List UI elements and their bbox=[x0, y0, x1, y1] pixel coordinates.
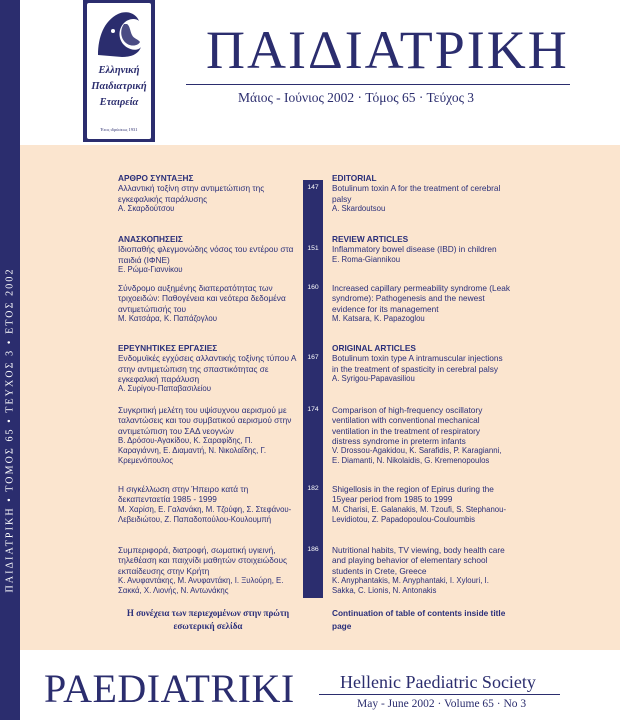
continuation-note-english: Continuation of table of contents inside title page bbox=[332, 608, 506, 631]
toc-entry-greek bbox=[118, 405, 296, 467]
society-name: Hellenic Paediatric Society bbox=[340, 672, 536, 692]
article-authors-greek: Α. Σκαρδούτσου bbox=[118, 203, 175, 213]
page-number: 160 bbox=[307, 284, 319, 291]
article-authors-english: K. Anyphantakis, M. Anyphantaki, I. Xylouri, I. Sakka, C. Lionis, N. Antonakis bbox=[332, 575, 489, 596]
article-authors-greek: Μ. Χαρίση, Ε. Γαλανάκη, Μ. Τζούφη, Σ. Στεφάνου-Λεβειδιώτου, Ζ. Παπαδοπούλου-Κουλουμπή bbox=[118, 504, 292, 524]
logo-panel bbox=[87, 3, 151, 139]
page-number-bar bbox=[303, 180, 323, 598]
article-title-greek: Αλλαντική τοξίνη στην αντιμετώπιση της εγκεφαλικής παράλυσης bbox=[118, 183, 265, 204]
section-heading-english: ORIGINAL ARTICLES bbox=[332, 343, 416, 353]
article-authors-english: A. Syrigou-Papavasiliou bbox=[332, 373, 415, 383]
journal-title-english: PAEDIATRIKI bbox=[44, 666, 295, 711]
page-number: 174 bbox=[307, 406, 319, 413]
page-number: 167 bbox=[307, 354, 319, 361]
toc-entry-greek bbox=[118, 173, 296, 214]
article-authors-english: E. Roma-Giannikou bbox=[332, 254, 401, 264]
article-title-english: Inflammatory bowel disease (IBD) in children bbox=[332, 244, 497, 255]
section-heading-english: REVIEW ARTICLES bbox=[332, 234, 409, 244]
section-heading-greek: ΑΝΑΣΚΟΠΗΣΕΙΣ bbox=[118, 234, 183, 244]
article-title-english: Botulinum toxin A for the treatment of cerebral palsy bbox=[332, 183, 501, 204]
article-title-english: Nutritional habits, TV viewing, body health care and playing behavior of elementary school students in Crete, Greece bbox=[332, 545, 505, 576]
spine-strip bbox=[0, 0, 20, 720]
article-authors-greek: Κ. Ανυφαντάκης, Μ. Ανυφαντάκη, Ι. Ξυλούρη, Ε. Σακκά, Χ. Λιονής, Ν. Αντωνάκης bbox=[118, 575, 284, 596]
article-authors-greek: Μ. Κατσάρα, Κ. Παπάζογλου bbox=[118, 313, 217, 323]
page-number: 151 bbox=[307, 245, 319, 252]
toc-entry-greek bbox=[118, 343, 296, 394]
article-title-greek: Συγκριτική μελέτη του υψίσυχνου αερισμού με ταλαντώσεις και του συμβατικού αερισμού στην αντιμετώπιση του ΣΑΔ νεογνών bbox=[118, 405, 292, 436]
journal-title-greek: ΠΑΙΔΙΑΤΡΙΚΗ bbox=[206, 20, 569, 80]
toc-entry-greek bbox=[118, 545, 296, 596]
issue-info-english: May - June 2002 · Volume 65 · No 3 bbox=[357, 698, 527, 710]
article-title-greek: Σύνδρομο αυξημένης διαπερατότητας των τριχοειδών: Παθογένεια και νεότερα δεδομένα αντιμετώπισής του bbox=[118, 283, 286, 314]
article-authors-english: V. Drossou-Agakidou, K. Sarafidis, P. Karagianni, E. Diamanti, N. Nikolaidis, G. Kremenopoulos bbox=[332, 446, 502, 466]
toc-entry-english bbox=[332, 343, 510, 384]
header-rule bbox=[186, 84, 570, 85]
toc-entry-english bbox=[332, 484, 510, 525]
continuation-note-greek: Η συνέχεια των περιεχομένων στην πρώτη εσωτερική σελίδα bbox=[126, 608, 290, 631]
page-number: 182 bbox=[307, 485, 319, 492]
spine-text: ΠΑΙΔΙΑΤΡΙΚΗ • ΤΟΜΟΣ 65 • ΤΕΥΧΟΣ 3 • ΕΤΟΣ 2002 bbox=[4, 267, 16, 593]
toc-entry-english bbox=[332, 545, 510, 596]
toc-entry-english bbox=[332, 173, 510, 214]
article-authors-english: M. Katsara, K. Papazoglou bbox=[332, 313, 425, 323]
article-title-greek: Συμπεριφορά, διατροφή, σωματική υγιεινή, τηλεθέαση και παιχνίδι μαθητών στοιχειώδους εκπαίδευσης στην Κρήτη bbox=[118, 545, 288, 576]
page-number: 147 bbox=[307, 184, 319, 191]
section-heading-greek: ΕΡΕΥΝΗΤΙΚΕΣ ΕΡΓΑΣΙΕΣ bbox=[118, 343, 218, 353]
toc-entry-english bbox=[332, 283, 510, 324]
toc-entry-greek bbox=[118, 283, 296, 324]
footer-rule bbox=[319, 694, 560, 695]
logo-line-2: Παιδιατρική bbox=[91, 81, 147, 92]
article-title-english: Botulinum toxin type A intramuscular injections in the treatment of spasticity in cerebral palsy bbox=[332, 353, 503, 374]
article-authors-greek: Α. Συρίγου-Παπαβασιλείου bbox=[118, 384, 212, 394]
toc-entry-english bbox=[332, 405, 510, 467]
toc-entry-english bbox=[332, 234, 510, 265]
article-title-english: Comparison of high-frequency oscillatory ventilation with conventional mechanical ventilation in the treatment of respiratory distress syndrome in preterm infants bbox=[332, 405, 483, 446]
article-authors-greek: Β. Δρόσου-Αγακίδου, Κ. Σαραφίδης, Π. Καραγιάννη, Ε. Διαμαντή, Ν. Νικολαΐδης, Γ. Κρεμενόπουλος bbox=[118, 435, 267, 466]
mother-child-emblem-icon bbox=[94, 9, 144, 57]
article-authors-greek: Ε. Ρώμα-Γιαννίκου bbox=[118, 264, 183, 274]
logo-wordmark bbox=[87, 63, 151, 111]
article-title-greek: Ιδιοπαθής φλεγμονώδης νόσος του εντέρου στα παιδιά (ΙΦΝΕ) bbox=[118, 244, 294, 265]
article-title-english: Increased capillary permeability syndrome (Leak syndrome): Pathogenesis and the newest evidence for its management bbox=[332, 283, 511, 314]
section-heading-english: EDITORIAL bbox=[332, 173, 377, 183]
logo-line-1: Ελληνική bbox=[98, 65, 140, 76]
article-title-english: Shigellosis in the region of Epirus during the 15year period from 1985 to 1999 bbox=[332, 484, 494, 505]
toc-entry-greek bbox=[118, 234, 296, 275]
section-heading-greek: ΑΡΘΡΟ ΣΥΝΤΑΞΗΣ bbox=[118, 173, 194, 183]
article-title-greek: Η σιγκέλλωση στην Ήπειρο κατά τη δεκαπενταετία 1985 - 1999 bbox=[118, 484, 249, 505]
logo-founding-year: Έτος ιδρύσεως 1931 bbox=[100, 127, 138, 132]
article-authors-english: A. Skardoutsou bbox=[332, 203, 386, 213]
society-logo bbox=[83, 0, 155, 142]
article-authors-english: M. Charisi, E. Galanakis, M. Tzoufi, S. Stephanou-Levidiotou, Z. Papadopoulou-Couloumbis bbox=[332, 504, 507, 524]
logo-line-3: Εταιρεία bbox=[99, 97, 139, 108]
page-number: 186 bbox=[307, 546, 319, 553]
issue-info-greek: Μάιος - Ιούνιος 2002 · Τόμος 65 · Τεύχος 3 bbox=[238, 90, 475, 105]
article-title-greek: Ενδομυϊκές εγχύσεις αλλαντικής τοξίνης τύπου Α στην αντιμετώπιση της σπαστικότητας σε εγκεφαλική παράλυση bbox=[118, 353, 296, 384]
toc-entry-greek bbox=[118, 484, 296, 525]
